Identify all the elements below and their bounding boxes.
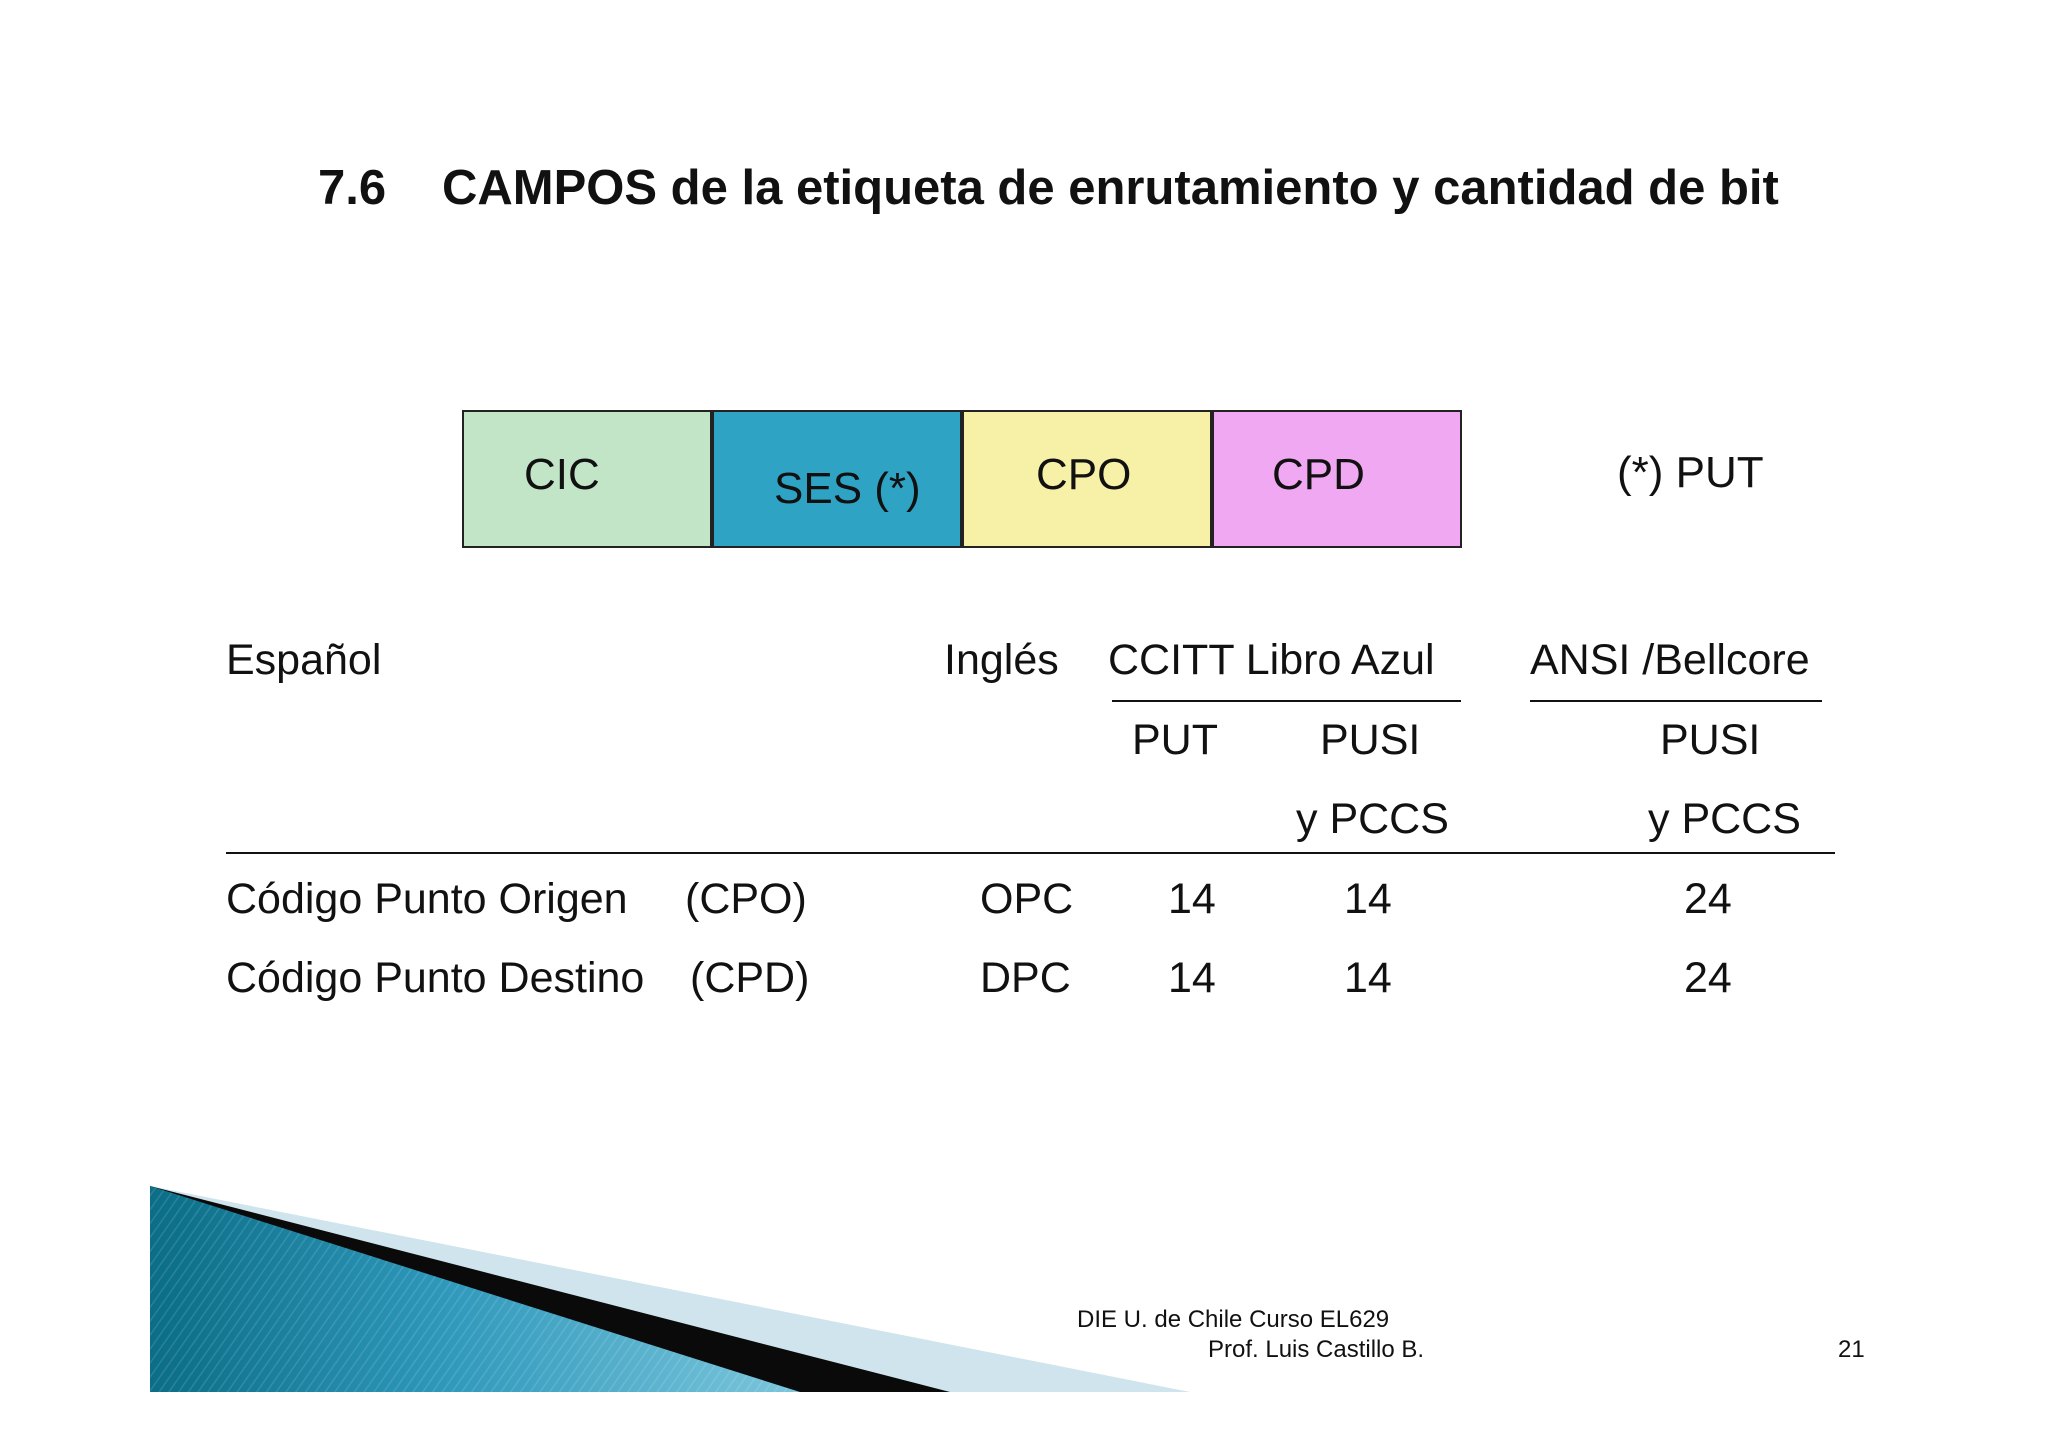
row1-ccitt-pusi: 14 <box>1344 875 1392 923</box>
row1-spanish: Código Punto Origen <box>226 875 628 923</box>
header-ccitt-pusi: PUSI <box>1320 716 1421 764</box>
row2-english: DPC <box>980 954 1071 1002</box>
field-cpd <box>1212 410 1462 548</box>
ccitt-underline <box>1112 700 1461 702</box>
header-spanish: Español <box>226 636 382 684</box>
page-number: 21 <box>1838 1336 1865 1363</box>
row1-abbr: (CPO) <box>685 875 807 923</box>
field-ses-label: SES (*) <box>774 464 921 513</box>
header-ansi-pusi-2: y PCCS <box>1648 795 1801 843</box>
header-english: Inglés <box>944 636 1059 684</box>
row2-abbr: (CPD) <box>690 954 810 1002</box>
footer-professor: Prof. Luis Castillo B. <box>1208 1336 1425 1363</box>
field-cpo <box>962 410 1212 548</box>
field-cic <box>462 410 712 548</box>
header-ansi-pusi: PUSI <box>1660 716 1761 764</box>
row2-ansi: 24 <box>1684 954 1732 1002</box>
slide-title <box>318 160 1779 216</box>
row2-ccitt-put: 14 <box>1168 954 1216 1002</box>
footer-course: DIE U. de Chile Curso EL629 <box>1077 1306 1390 1333</box>
header-ansi: ANSI /Bellcore <box>1530 636 1810 684</box>
field-cpo-label: CPO <box>1036 450 1132 499</box>
row2-spanish: Código Punto Destino <box>226 954 645 1002</box>
row1-english: OPC <box>980 875 1074 923</box>
footnote-put: (*) PUT <box>1617 448 1764 497</box>
header-ccitt-pusi-2: y PCCS <box>1296 795 1449 843</box>
field-ses <box>712 410 962 548</box>
header-rule <box>226 852 1835 854</box>
row1-ansi: 24 <box>1684 875 1732 923</box>
section-number: 7.6 <box>318 161 387 215</box>
row1-ccitt-put: 14 <box>1168 875 1216 923</box>
field-cpd-label: CPD <box>1272 450 1365 499</box>
header-ccitt-put: PUT <box>1132 716 1218 764</box>
field-cic-label: CIC <box>524 450 600 499</box>
ansi-underline <box>1530 700 1822 702</box>
header-ccitt: CCITT Libro Azul <box>1108 636 1435 684</box>
row2-ccitt-pusi: 14 <box>1344 954 1392 1002</box>
title-text: CAMPOS de la etiqueta de enrutamiento y cantidad de bit <box>442 161 1779 215</box>
